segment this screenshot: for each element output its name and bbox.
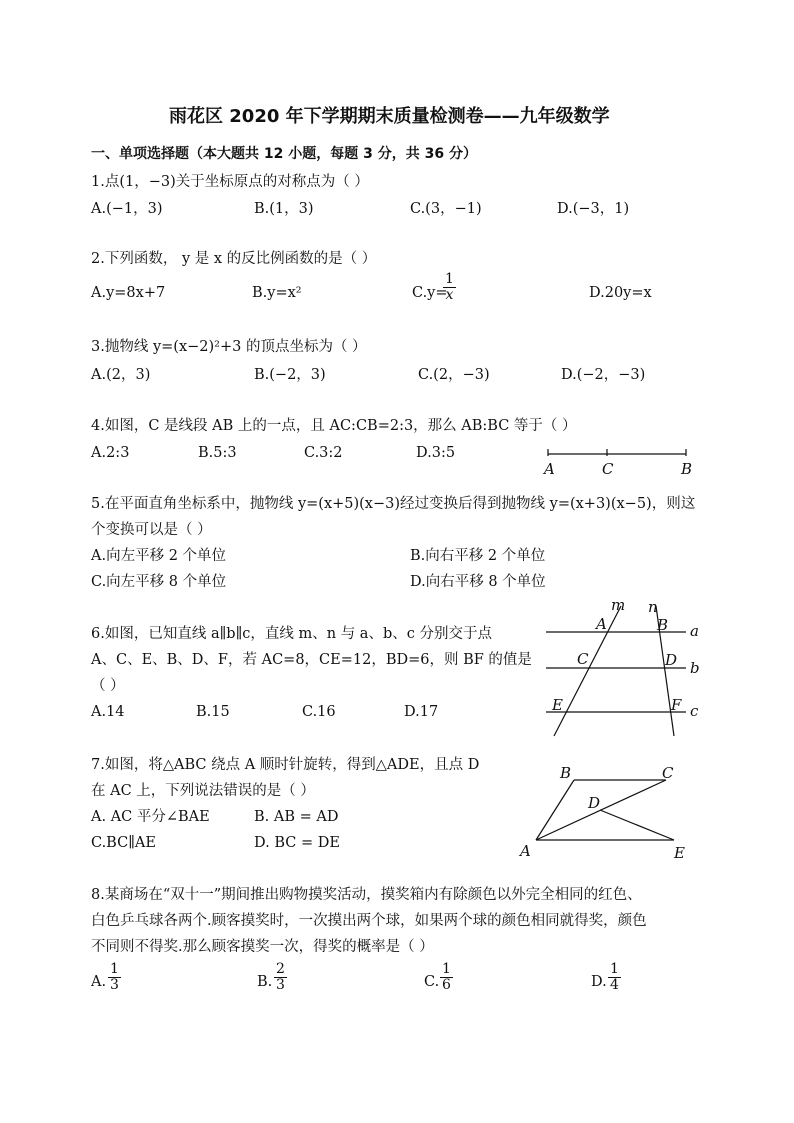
question-1-stem: 1.点(1，−3)关于坐标原点的对称点为（ ） — [91, 174, 369, 190]
question-8-option-a-fraction — [108, 962, 121, 993]
fraction-denominator: 3 — [276, 977, 285, 993]
question-2-stem: 2.下列函数， y 是 x 的反比例函数的是（ ） — [91, 251, 377, 267]
side-de — [600, 810, 674, 840]
question-8-stem-line2: 白色乒乓球各两个.顾客摸奖时，一次摸出两个球，如果两个球的颜色相同就得奖，颜色 — [91, 913, 647, 929]
question-8-option-d-fraction — [608, 962, 621, 993]
question-8-option-a-prefix: A. — [91, 974, 107, 990]
question-8-option-b-prefix: B. — [257, 974, 273, 990]
question-5-option-c: C.向左平移 8 个单位 — [91, 574, 227, 590]
question-4-option-b: B.5:3 — [198, 445, 237, 461]
fraction-numerator: 1 — [442, 961, 451, 977]
question-6-stem-line2: A、C、E、B、D、F，若 AC=8，CE=12，BD=6，则 BF 的值是 — [91, 652, 532, 668]
question-2-option-a: A.y=8x+7 — [91, 285, 166, 301]
question-1-option-b: B.(1，3) — [254, 201, 314, 217]
fraction-denominator: 4 — [610, 977, 619, 993]
question-2-option-c-prefix: C.y= — [412, 285, 448, 301]
question-6-option-d: D.17 — [404, 704, 439, 720]
question-8-option-c-fraction — [440, 962, 453, 993]
label-a: A — [544, 460, 555, 478]
label-D: D — [588, 794, 601, 812]
question-6-stem-line1: 6.如图，已知直线 a∥b∥c，直线 m、n 与 a、b、c 分别交于点 — [91, 626, 492, 642]
question-7-option-c: C.BC∥AE — [91, 835, 156, 851]
label-C: C — [662, 764, 674, 782]
question-5-option-a: A.向左平移 2 个单位 — [91, 548, 227, 564]
label-c: C — [602, 460, 614, 478]
label-line-b: b — [690, 659, 700, 677]
question-2-option-b: B.y=x² — [252, 285, 302, 301]
label-m: m — [611, 596, 626, 614]
label-F: F — [671, 696, 682, 714]
question-2-option-c-fraction — [443, 272, 456, 303]
question-6-stem-line3: （ ） — [91, 678, 125, 694]
question-4-segment-figure — [538, 444, 698, 480]
question-3-option-c: C.(2，−3) — [418, 367, 490, 383]
question-8-option-b-fraction — [274, 962, 287, 993]
fraction-denominator: 3 — [110, 977, 119, 993]
label-E: E — [674, 844, 685, 862]
section-heading: 一、单项选择题（本大题共 12 小题，每题 3 分，共 36 分） — [91, 146, 477, 162]
question-5-option-d: D.向右平移 8 个单位 — [410, 574, 546, 590]
question-5-stem-line1: 5.在平面直角坐标系中，抛物线 y=(x+5)(x−3)经过变换后得到抛物线 y=(x+3)(x−5)，则这 — [91, 496, 696, 512]
label-line-a: a — [690, 622, 699, 640]
label-D: D — [665, 651, 678, 669]
fraction-numerator: 1 — [445, 271, 454, 287]
question-6-parallel-lines-figure — [540, 596, 706, 742]
question-7-option-b: B. AB = AD — [254, 809, 339, 825]
line-m — [554, 606, 621, 736]
question-3-stem: 3.抛物线 y=(x−2)²+3 的顶点坐标为（ ） — [91, 339, 367, 355]
label-B: B — [657, 616, 669, 634]
label-n: n — [648, 598, 658, 616]
fraction-denominator: x — [445, 287, 454, 303]
label-b: B — [681, 460, 693, 478]
question-8-stem-line3: 不同则不得奖.那么顾客摸奖一次，得奖的概率是（ ） — [91, 939, 434, 955]
label-A: A — [596, 615, 607, 633]
question-7-option-d: D. BC = DE — [254, 835, 340, 851]
label-A: A — [520, 842, 531, 860]
label-E: E — [552, 696, 563, 714]
question-3-option-a: A.(2，3) — [91, 367, 151, 383]
label-line-c: c — [690, 702, 699, 720]
page-title: 雨花区 2020 年下学期期末质量检测卷——九年级数学 — [169, 106, 610, 127]
question-6-option-a: A.14 — [91, 704, 125, 720]
question-6-option-c: C.16 — [302, 704, 336, 720]
fraction-denominator: 6 — [442, 977, 451, 993]
question-1-option-d: D.(−3，1) — [557, 201, 630, 217]
question-1-option-a: A.(−1，3) — [91, 201, 163, 217]
question-6-option-b: B.15 — [196, 704, 230, 720]
question-4-option-d: D.3:5 — [416, 445, 456, 461]
fraction-numerator: 2 — [276, 961, 285, 977]
question-2-option-d: D.20y=x — [589, 285, 652, 301]
fraction-numerator: 1 — [110, 961, 119, 977]
question-7-option-a: A. AC 平分∠BAE — [91, 809, 210, 825]
question-8-option-d-prefix: D. — [591, 974, 607, 990]
question-4-option-c: C.3:2 — [304, 445, 343, 461]
question-3-option-b: B.(−2，3) — [254, 367, 326, 383]
label-C: C — [577, 650, 589, 668]
question-7-stem-line1: 7.如图，将△ABC 绕点 A 顺时针旋转，得到△ADE，且点 D — [91, 757, 480, 773]
label-B: B — [560, 764, 572, 782]
question-5-stem-line2: 个变换可以是（ ） — [91, 522, 212, 538]
question-8-option-c-prefix: C. — [424, 974, 440, 990]
question-5-option-b: B.向右平移 2 个单位 — [410, 548, 546, 564]
question-8-stem-line1: 8.某商场在“双十一”期间推出购物摸奖活动，摸奖箱内有除颜色以外完全相同的红色、 — [91, 887, 642, 903]
question-1-option-c: C.(3，−1) — [410, 201, 482, 217]
question-7-rotation-figure — [516, 760, 700, 864]
question-4-stem: 4.如图，C 是线段 AB 上的一点，且 AC:CB=2:3，那么 AB:BC 等于（ ） — [91, 418, 577, 434]
question-4-option-a: A.2:3 — [91, 445, 130, 461]
question-7-stem-line2: 在 AC 上，下列说法错误的是（ ） — [91, 783, 315, 799]
fraction-numerator: 1 — [610, 961, 619, 977]
question-3-option-d: D.(−2，−3) — [561, 367, 646, 383]
